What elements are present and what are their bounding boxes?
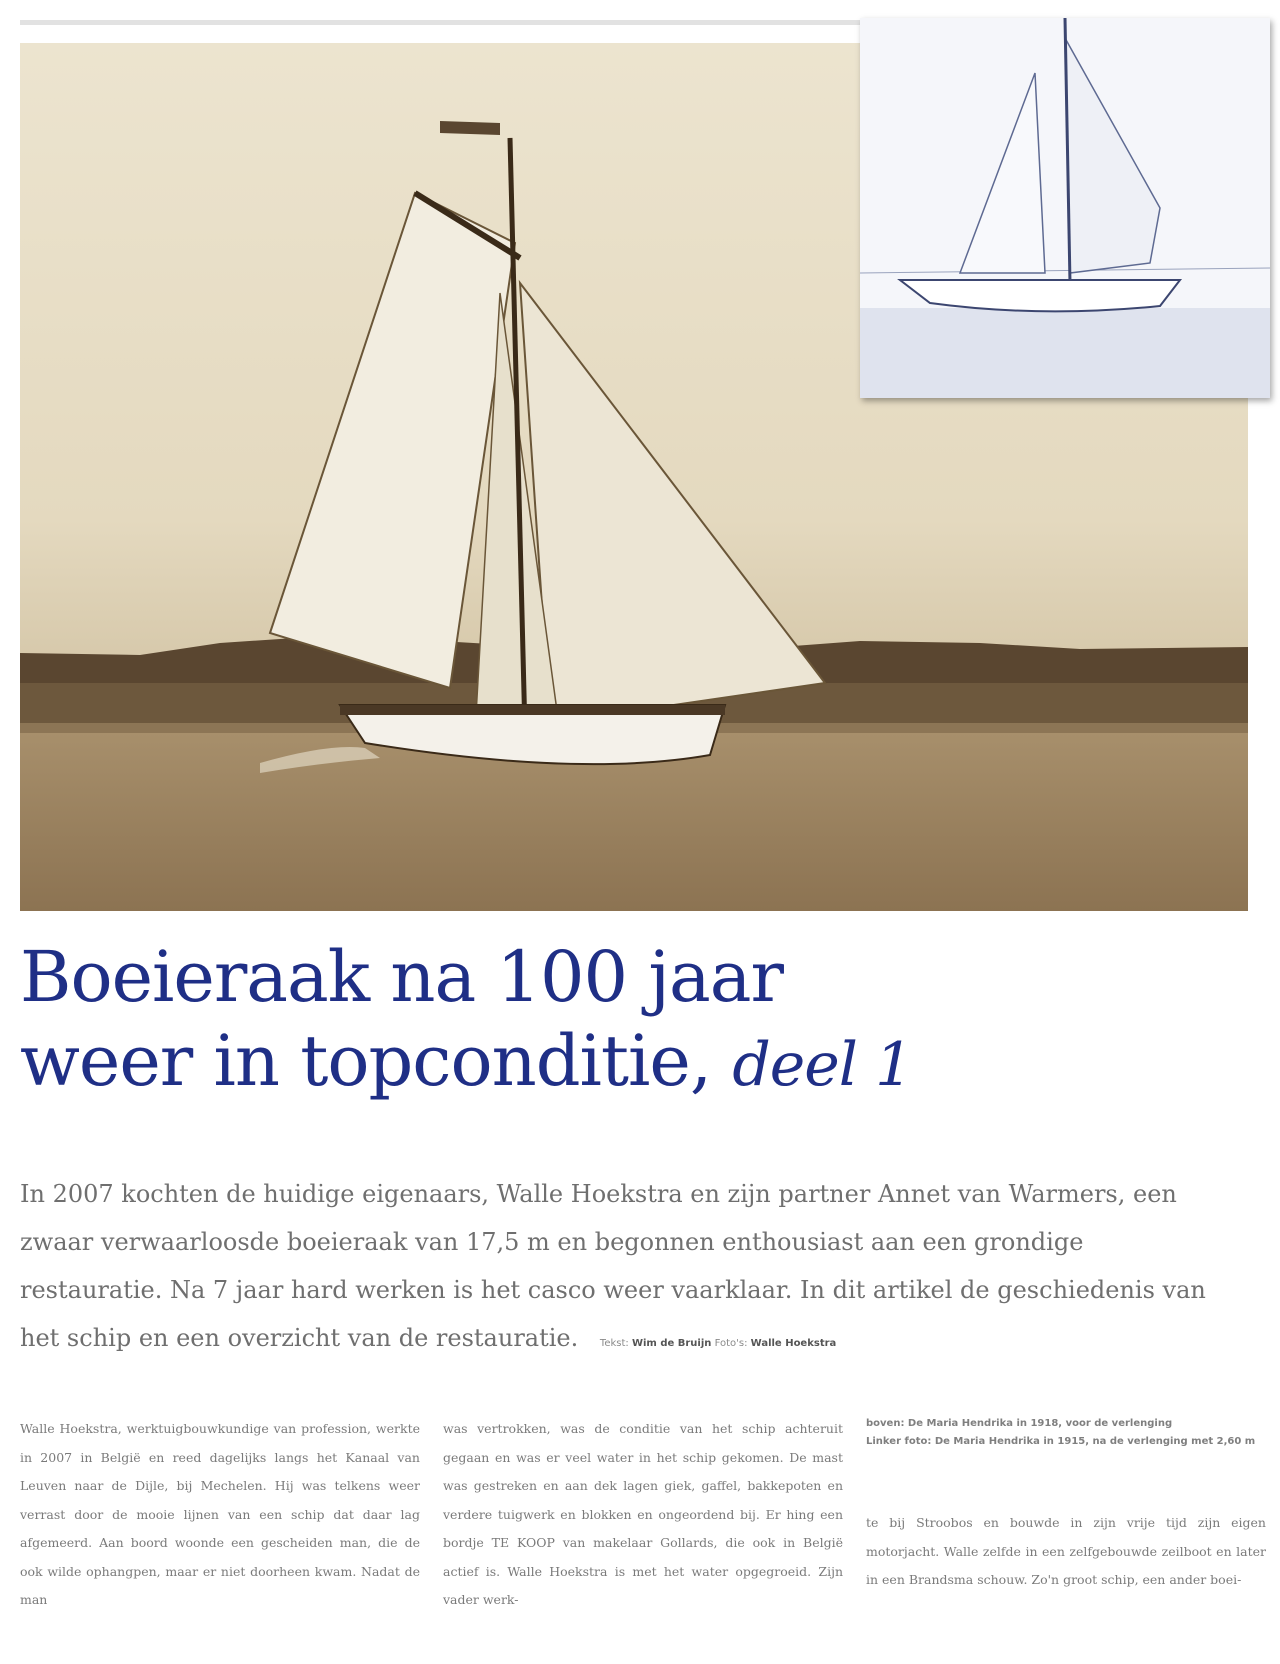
body-column-3 [866, 1415, 1266, 1595]
headline-line-1: Boeieraak na 100 jaar [20, 936, 783, 1018]
headline-part: deel 1 [732, 1030, 913, 1100]
article-credits [600, 1338, 836, 1349]
article-intro [20, 1170, 1210, 1368]
article-headline [20, 935, 1220, 1107]
body-text: te bij Stroobos en bouwde in zijn vrije tijd zijn eigen motorjacht. Walle zelfde in een zelfgebouwde zeilboot en later in een Brandsma schouw. Zo'n groot schip, een ander boei- [866, 1515, 1266, 1587]
caption-bottom: Linker foto: De Maria Hendrika in 1915, na de verlenging met 2,60 m [866, 1436, 1256, 1447]
body-column-2 [443, 1415, 843, 1615]
headline-line-2: weer in topconditie, [20, 1020, 712, 1102]
caption-top: boven: De Maria Hendrika in 1918, voor de verlenging [866, 1418, 1173, 1429]
top-rule [20, 20, 860, 25]
body-text: was vertrokken, was de conditie van het schip achteruit gegaan en was er veel water in het schip gekomen. De mast was gestreken en aan dek lagen giek, gaffel, bakkepoten en verdere tuigwerk en blokken en ongeordend bij. Er hing een bordje TE KOOP van makelaar Gollards, die ook in België actief is. Walle Hoekstra is met het water opgegroeid. Zijn vader werk- [443, 1421, 843, 1607]
intro-text: In 2007 kochten de huidige eigenaars, Walle Hoekstra en zijn partner Annet van Warmers, een zwaar verwaarloosde boeieraak van 17,5 m en begonnen enthousiast aan een grondige restauratie. Na 7 jaar hard werken is het casco weer vaarklaar. In dit artikel de geschiedenis van het schip en een overzicht van de restauratie. [20, 1180, 1206, 1352]
boat-sketch-illustration [860, 18, 1270, 398]
credit-photo-name: Walle Hoekstra [750, 1338, 837, 1349]
credit-text-label: Tekst: [599, 1338, 629, 1349]
credit-text-name: Wim de Bruijn [631, 1338, 712, 1349]
body-text: Walle Hoekstra, werktuigbouwkundige van profession, werkte in 2007 in België en reed dagelijks langs het Kanaal van Leuven naar de Dijle, bij Mechelen. Hij was telkens weer verrast door de mooie lijnen van een schip dat daar lag afgemeerd. Aan boord woonde een gescheiden man, die de ook wilde ophangpen, maar er niet doorheen kwam. Nadat de man [20, 1421, 420, 1607]
credit-photo-label: Foto's: [714, 1338, 748, 1349]
body-column-1 [20, 1415, 420, 1615]
